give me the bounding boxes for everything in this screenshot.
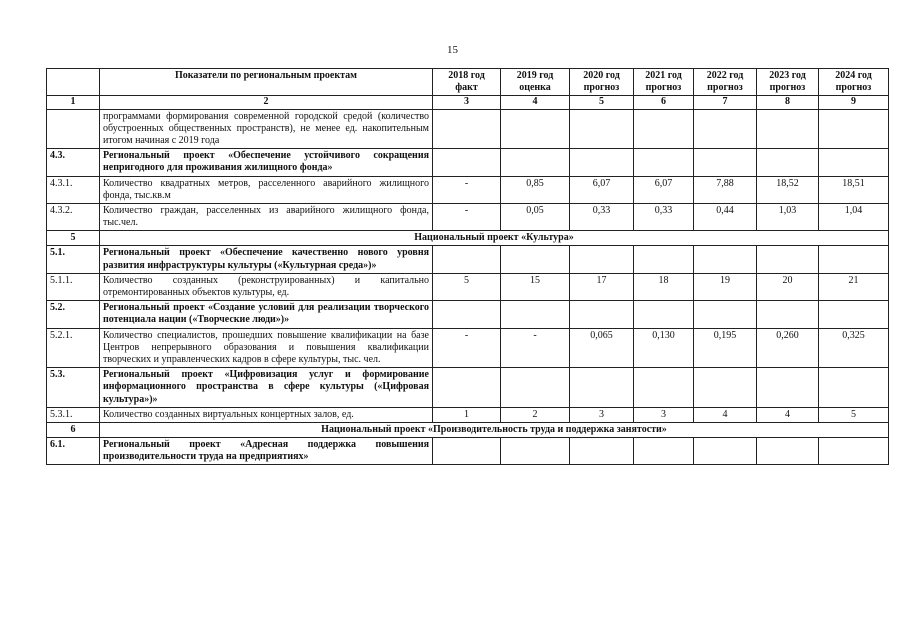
project-row <box>47 368 889 408</box>
value-cell: 18 <box>634 273 694 300</box>
value-cell <box>819 438 889 465</box>
row-index: 4.3. <box>47 149 100 176</box>
row-description: Региональный проект «Цифровизация услуг и формирование информационного пространства в сфере культуры («Цифровая культура»)» <box>100 368 433 408</box>
value-cell: 0,33 <box>634 203 694 230</box>
value-cell <box>634 149 694 176</box>
value-cell <box>570 149 634 176</box>
value-cell <box>819 246 889 273</box>
section-number: 5 <box>47 231 100 246</box>
value-cell: 0,33 <box>570 203 634 230</box>
indicator-row <box>47 273 889 300</box>
value-cell: - <box>501 328 570 368</box>
indicators-table <box>46 68 889 465</box>
value-cell: 0,05 <box>501 203 570 230</box>
column-number: 4 <box>501 96 570 109</box>
section-number: 6 <box>47 422 100 437</box>
row-description: Количество квадратных метров, расселенного аварийного жилищного фонда, тыс.кв.м <box>100 176 433 203</box>
project-row <box>47 246 889 273</box>
value-cell: 6,07 <box>634 176 694 203</box>
value-cell <box>570 301 634 328</box>
header-year-2024: 2024 год прогноз <box>819 69 889 96</box>
value-cell <box>757 109 819 149</box>
value-cell <box>694 368 757 408</box>
value-cell: 7,88 <box>694 176 757 203</box>
row-index: 4.3.1. <box>47 176 100 203</box>
value-cell <box>757 246 819 273</box>
header-year-2019: 2019 год оценка <box>501 69 570 96</box>
value-cell: 21 <box>819 273 889 300</box>
value-cell: 3 <box>634 407 694 422</box>
value-cell <box>634 109 694 149</box>
value-cell <box>433 109 501 149</box>
value-cell <box>433 246 501 273</box>
value-cell <box>433 438 501 465</box>
value-cell: 2 <box>501 407 570 422</box>
value-cell <box>634 368 694 408</box>
indicator-row <box>47 407 889 422</box>
row-description: Количество граждан, расселенных из аварийного жилищного фонда, тыс.чел. <box>100 203 433 230</box>
value-cell <box>694 149 757 176</box>
value-cell <box>433 368 501 408</box>
row-description: Региональный проект «Обеспечение устойчивого сокращения непригодного для проживания жилищного фонда» <box>100 149 433 176</box>
header-indicator: Показатели по региональным проектам <box>100 69 433 96</box>
header-empty-cell <box>47 69 100 96</box>
project-row <box>47 149 889 176</box>
indicator-row <box>47 328 889 368</box>
row-index <box>47 109 100 149</box>
value-cell <box>819 301 889 328</box>
value-cell <box>501 301 570 328</box>
value-cell <box>570 438 634 465</box>
value-cell <box>634 301 694 328</box>
row-index: 4.3.2. <box>47 203 100 230</box>
row-index: 5.3.1. <box>47 407 100 422</box>
value-cell <box>570 368 634 408</box>
indicator-row <box>47 109 889 149</box>
value-cell: 1 <box>433 407 501 422</box>
row-index: 5.2.1. <box>47 328 100 368</box>
column-number: 8 <box>757 96 819 109</box>
value-cell: 19 <box>694 273 757 300</box>
value-cell <box>694 109 757 149</box>
row-description: Региональный проект «Обеспечение качественно нового уровня развития инфраструктуры культуры («Культурная среда»)» <box>100 246 433 273</box>
column-number: 7 <box>694 96 757 109</box>
page-number: 15 <box>447 44 458 56</box>
value-cell <box>570 246 634 273</box>
value-cell: 0,195 <box>694 328 757 368</box>
value-cell <box>501 149 570 176</box>
column-number-row <box>47 96 889 109</box>
section-row <box>47 422 889 437</box>
value-cell: - <box>433 203 501 230</box>
value-cell: 18,52 <box>757 176 819 203</box>
value-cell: 20 <box>757 273 819 300</box>
value-cell: 0,44 <box>694 203 757 230</box>
value-cell <box>694 301 757 328</box>
value-cell: 0,85 <box>501 176 570 203</box>
row-index: 5.2. <box>47 301 100 328</box>
value-cell: 18,51 <box>819 176 889 203</box>
row-description: программами формирования современной городской средой (количество обустроенных общественных пространств), не менее ед. накопительным итогом начиная с 2019 года <box>100 109 433 149</box>
section-title: Национальный проект «Культура» <box>100 231 889 246</box>
value-cell <box>757 438 819 465</box>
value-cell <box>819 368 889 408</box>
value-cell <box>819 109 889 149</box>
value-cell: 5 <box>433 273 501 300</box>
row-index: 6.1. <box>47 438 100 465</box>
value-cell <box>501 246 570 273</box>
header-year-2022: 2022 год прогноз <box>694 69 757 96</box>
indicator-row <box>47 176 889 203</box>
value-cell: 4 <box>694 407 757 422</box>
row-description: Количество созданных (реконструированных) и капитально отремонтированных объектов культуры, ед. <box>100 273 433 300</box>
value-cell <box>819 149 889 176</box>
value-cell <box>433 301 501 328</box>
table-body <box>47 109 889 465</box>
value-cell: - <box>433 176 501 203</box>
value-cell <box>433 149 501 176</box>
value-cell: - <box>433 328 501 368</box>
row-index: 5.1. <box>47 246 100 273</box>
header-year-2023: 2023 год прогноз <box>757 69 819 96</box>
value-cell <box>634 246 694 273</box>
value-cell: 0,065 <box>570 328 634 368</box>
value-cell: 0,260 <box>757 328 819 368</box>
value-cell: 3 <box>570 407 634 422</box>
row-description: Региональный проект «Создание условий для реализации творческого потенциала нации («Творческие люди»)» <box>100 301 433 328</box>
row-description: Региональный проект «Адресная поддержка повышения производительности труда на предприятиях» <box>100 438 433 465</box>
header-year-2020: 2020 год прогноз <box>570 69 634 96</box>
section-title: Национальный проект «Производительность труда и поддержка занятости» <box>100 422 889 437</box>
project-row <box>47 438 889 465</box>
row-index: 5.1.1. <box>47 273 100 300</box>
value-cell: 6,07 <box>570 176 634 203</box>
value-cell: 1,03 <box>757 203 819 230</box>
value-cell <box>501 368 570 408</box>
value-cell <box>694 438 757 465</box>
row-description: Количество специалистов, прошедших повышение квалификации на базе Центров непрерывного образования и повышения квалификации творческих и управленческих кадров в сфере культуры, тыс. чел. <box>100 328 433 368</box>
column-number: 1 <box>47 96 100 109</box>
value-cell <box>570 109 634 149</box>
column-number: 2 <box>100 96 433 109</box>
column-number: 5 <box>570 96 634 109</box>
value-cell <box>501 109 570 149</box>
indicator-row <box>47 203 889 230</box>
column-number: 6 <box>634 96 694 109</box>
value-cell: 15 <box>501 273 570 300</box>
project-row <box>47 301 889 328</box>
column-number: 3 <box>433 96 501 109</box>
value-cell <box>501 438 570 465</box>
value-cell <box>694 246 757 273</box>
value-cell <box>757 149 819 176</box>
table-header-row <box>47 69 889 96</box>
value-cell <box>757 368 819 408</box>
value-cell <box>634 438 694 465</box>
header-year-2021: 2021 год прогноз <box>634 69 694 96</box>
value-cell: 5 <box>819 407 889 422</box>
header-year-2018: 2018 год факт <box>433 69 501 96</box>
section-row <box>47 231 889 246</box>
value-cell: 4 <box>757 407 819 422</box>
value-cell <box>757 301 819 328</box>
value-cell: 1,04 <box>819 203 889 230</box>
value-cell: 0,325 <box>819 328 889 368</box>
row-description: Количество созданных виртуальных концертных залов, ед. <box>100 407 433 422</box>
value-cell: 17 <box>570 273 634 300</box>
value-cell: 0,130 <box>634 328 694 368</box>
row-index: 5.3. <box>47 368 100 408</box>
column-number: 9 <box>819 96 889 109</box>
